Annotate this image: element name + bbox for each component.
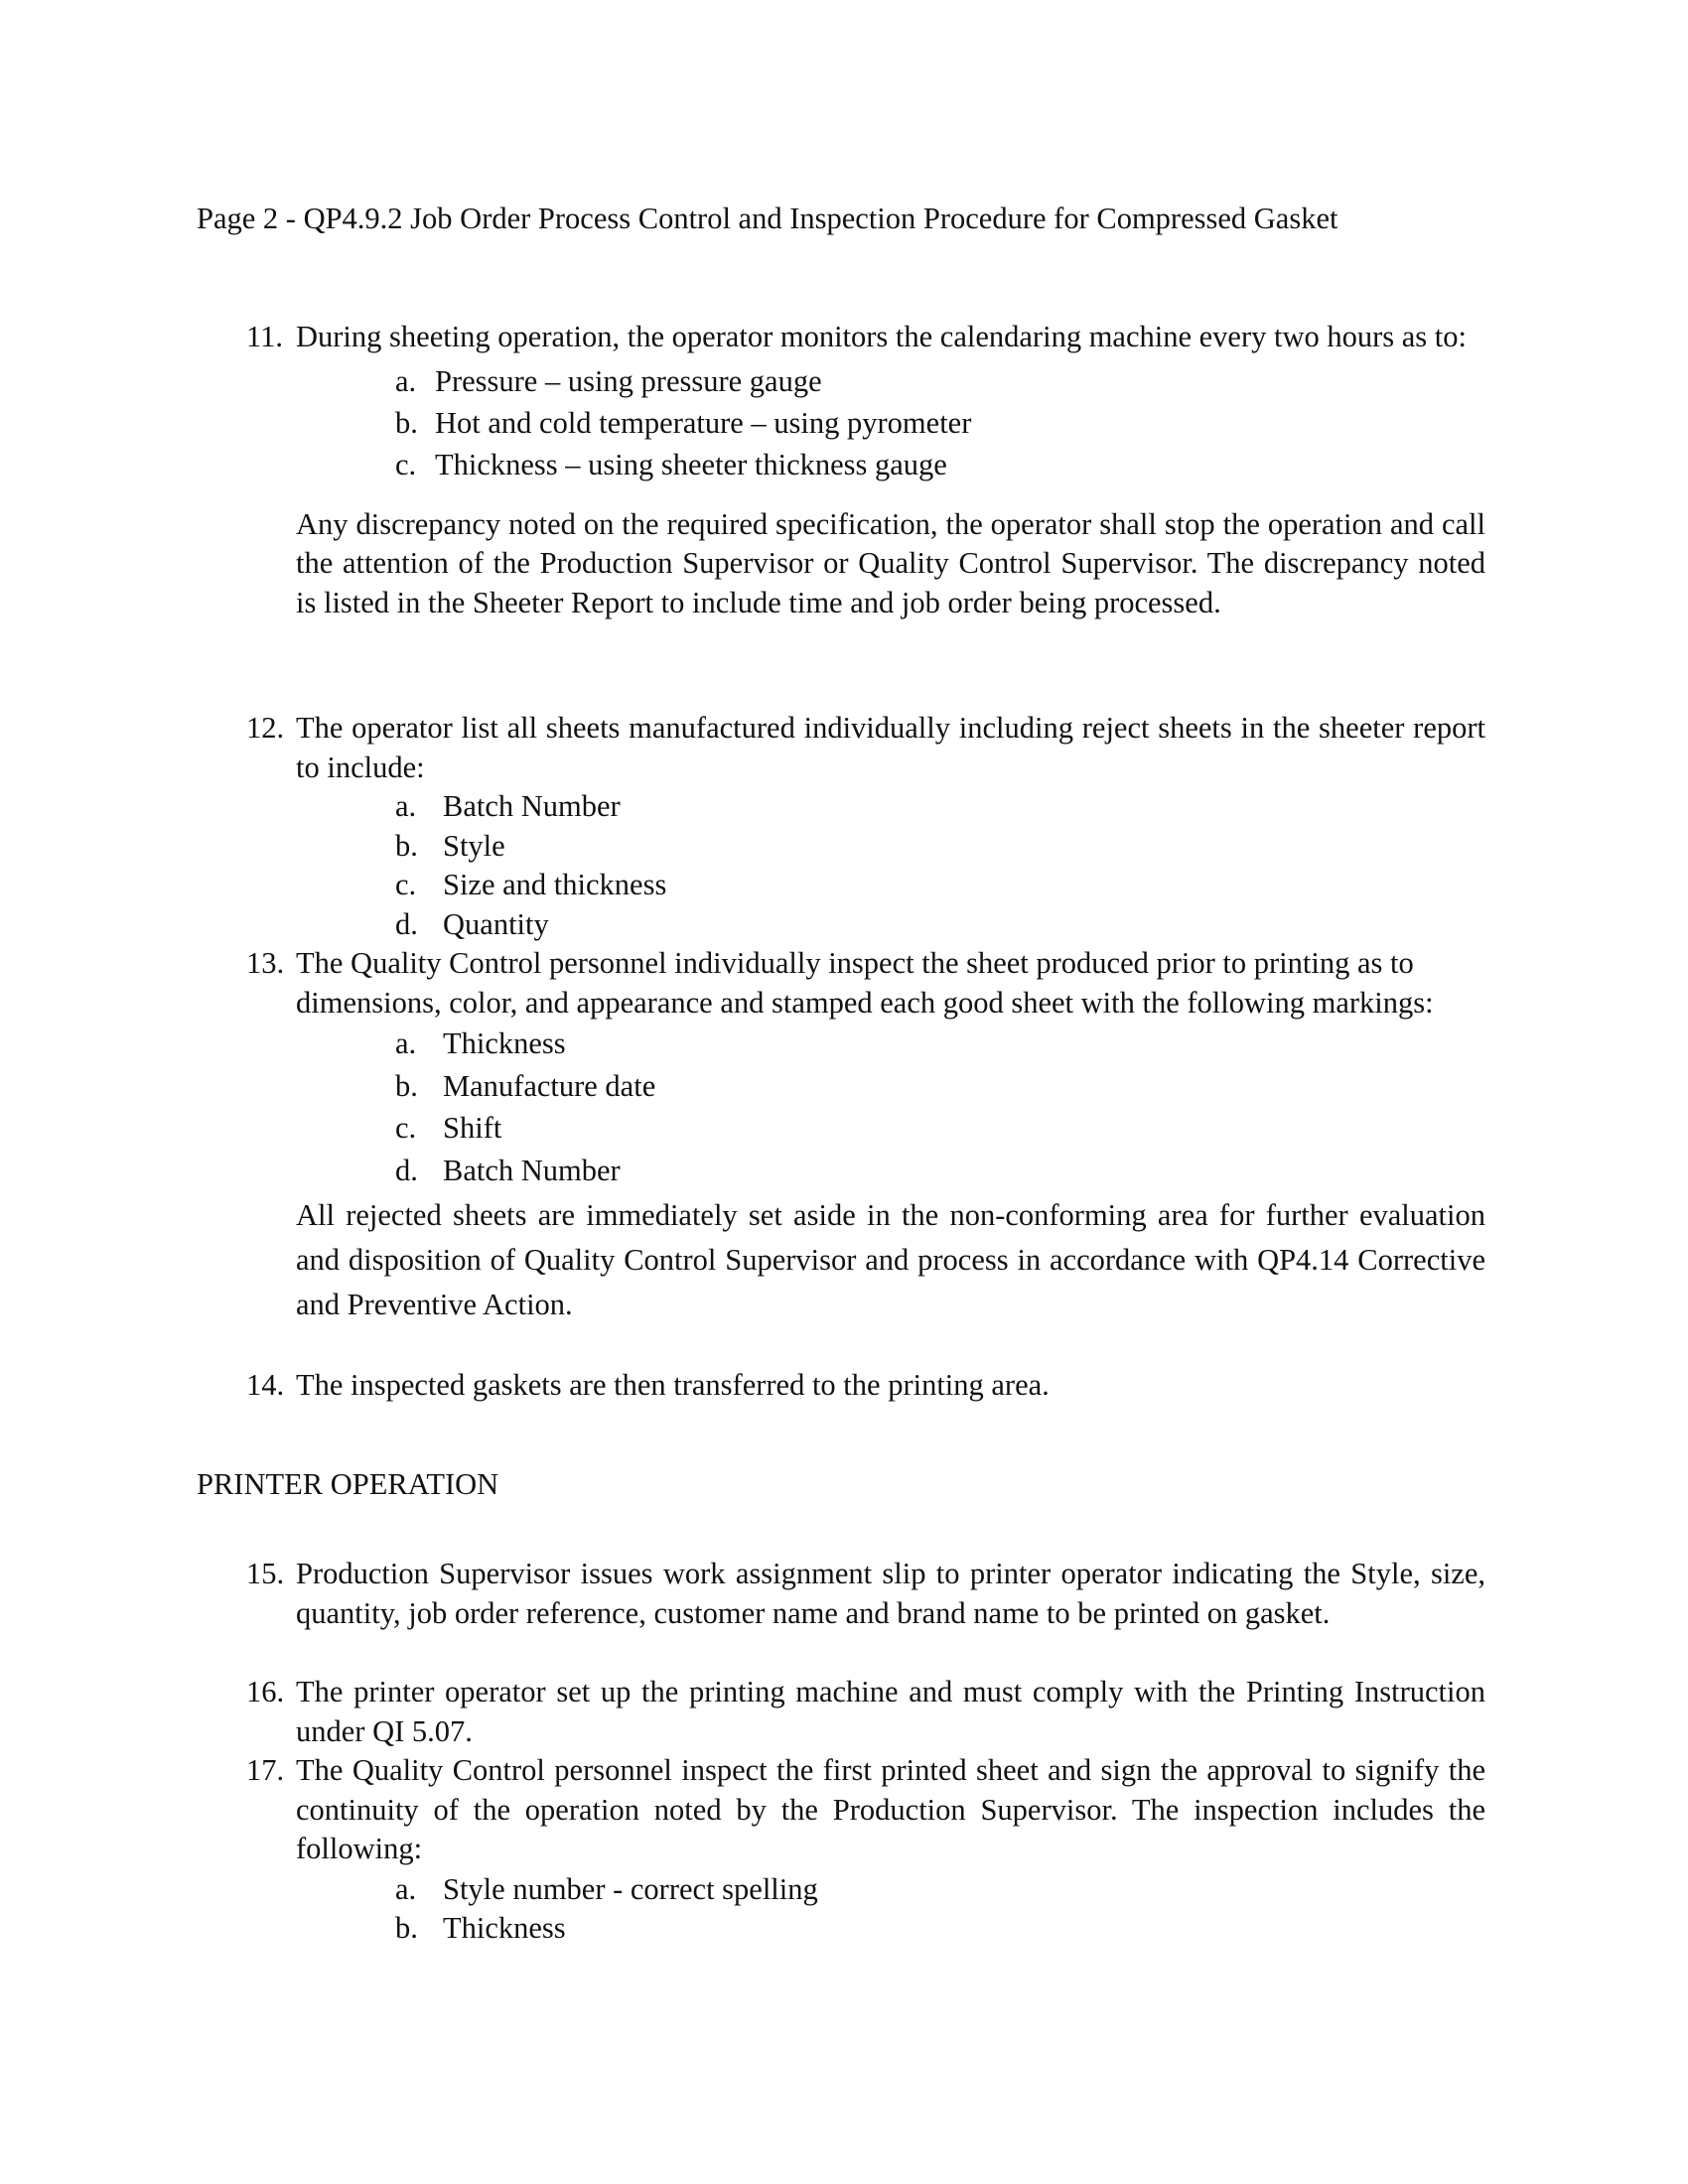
list-item-17 [246, 1751, 1485, 1949]
item-number: 16. [246, 1675, 285, 1708]
sub-item [296, 1870, 1485, 1910]
list-item-13 [246, 944, 1485, 1327]
sub-item-letter: c. [395, 868, 417, 901]
sub-item-text: Manufacture date [443, 1068, 656, 1103]
sub-item-text: Style number - correct spelling [443, 1871, 818, 1906]
page-header: Page 2 - QP4.9.2 Job Order Process Control and Inspection Procedure for Compressed Gasket [197, 202, 1338, 235]
item-number: 17. [246, 1753, 285, 1787]
sub-item-letter: a. [395, 1026, 417, 1060]
rejection-note: All rejected sheets are immediately set aside in the non-conforming area for further evaluation and disposition of Quality Control Supervisor and process in accordance with QP4.14 Corrective and Preventive Action. [296, 1198, 1485, 1321]
item-text: The operator list all sheets manufactured individually including reject sheets in the sheeter report to include: [296, 711, 1485, 784]
list-item-16 [246, 1673, 1485, 1751]
sub-item-letter: b. [395, 1068, 418, 1103]
sub-item [296, 1065, 1485, 1108]
item-text: The Quality Control personnel inspect the first printed sheet and sign the approval to signify the continuity of the operation noted by the Production Supervisor. The inspection includes the following: [296, 1753, 1485, 1865]
item-text: The printer operator set up the printing machine and must comply with the Printing Instruction under QI 5.07. [296, 1675, 1485, 1748]
sub-item-letter: d. [395, 906, 418, 941]
sub-item-letter: a. [395, 363, 417, 398]
item-number: 14. [246, 1368, 285, 1402]
sub-item [296, 1150, 1485, 1192]
sub-item-text: Thickness [443, 1026, 566, 1060]
item-text: During sheeting operation, the operator monitors the calendaring machine every two hours as to: [296, 320, 1467, 353]
sub-item [296, 1909, 1485, 1949]
sub-item [296, 444, 1485, 485]
sub-item [296, 866, 1485, 905]
item-text: The Quality Control personnel individually inspect the sheet produced prior to printing as to dimensions, color, and appearance and stamped each good sheet with the following markings: [296, 946, 1434, 1020]
sub-item [296, 1023, 1485, 1065]
sub-item-letter: b. [395, 405, 418, 440]
sub-item-text: Batch Number [443, 789, 621, 823]
sub-item-text: Pressure – using pressure gauge [435, 363, 822, 398]
list-item-14 [246, 1366, 1485, 1406]
sub-item-text: Size and thickness [443, 868, 667, 901]
item-text: The inspected gaskets are then transferred to the printing area. [296, 1368, 1050, 1402]
sub-item-text: Thickness [443, 1911, 566, 1945]
item-number: 12. [246, 711, 285, 745]
sub-item-text: Style [443, 828, 505, 863]
sub-item [296, 827, 1485, 867]
sub-item-letter: b. [395, 1911, 418, 1945]
section-heading-printer-operation: PRINTER OPERATION [197, 1467, 499, 1501]
sub-item-text: Quantity [443, 906, 549, 941]
sub-item [296, 905, 1485, 945]
sub-item-text: Hot and cold temperature – using pyrometer [435, 405, 972, 440]
sub-item-letter: d. [395, 1153, 418, 1187]
sub-item-letter: b. [395, 828, 418, 863]
sub-item [296, 787, 1485, 827]
list-item-11 [246, 318, 1485, 622]
sub-item-letter: a. [395, 1871, 417, 1906]
item-text: Production Supervisor issues work assignment slip to printer operator indicating the Style, size, quantity, job order reference, customer name and brand name to be printed on gasket. [296, 1557, 1485, 1630]
sub-item-text: Shift [443, 1111, 502, 1145]
sub-item [296, 402, 1485, 444]
sub-item-text: Thickness – using sheeter thickness gauge [435, 447, 947, 481]
sub-item-letter: c. [395, 447, 417, 481]
list-item-12 [246, 709, 1485, 944]
item-number: 11. [246, 320, 283, 353]
sub-item-letter: a. [395, 789, 417, 823]
list-item-15 [246, 1555, 1485, 1633]
sub-item-letter: c. [395, 1111, 417, 1145]
discrepancy-note: Any discrepancy noted on the required specification, the operator shall stop the operation and call the attention of the Production Supervisor or Quality Control Supervisor. The discrepancy noted is listed in the Sheeter Report to include time and job order being processed. [296, 506, 1485, 619]
sub-item [296, 1107, 1485, 1150]
sub-item [296, 360, 1485, 402]
item-number: 15. [246, 1557, 285, 1590]
item-number: 13. [246, 946, 285, 980]
sub-item-text: Batch Number [443, 1153, 621, 1187]
